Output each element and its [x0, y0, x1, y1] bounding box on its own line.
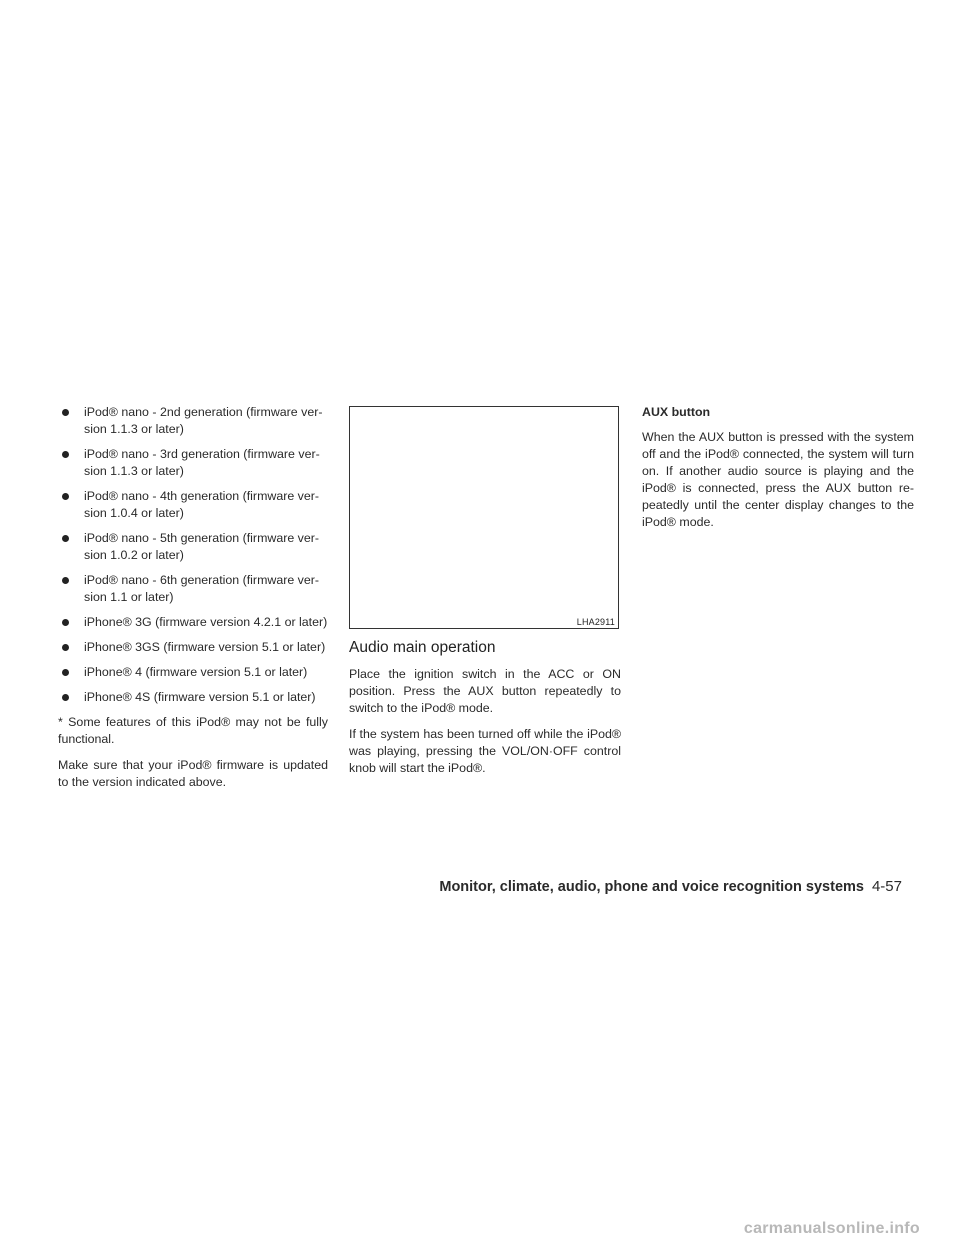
- page-number: 4-57: [871, 878, 902, 895]
- list-item: iPod® nano - 6th generation (firmware ver-sion 1.1 or later): [58, 572, 328, 606]
- bullet-icon: [62, 694, 69, 701]
- compatibility-note: * Some features of this iPod® may not be fully functional.: [58, 715, 328, 746]
- bullet-icon: [62, 669, 69, 676]
- section-title: Monitor, climate, audio, phone and voice recognition systems: [439, 879, 864, 895]
- list-item: iPod® nano - 5th generation (firmware ver-sion 1.0.2 or later): [58, 530, 328, 564]
- bullet-icon: [62, 644, 69, 651]
- bullet-icon: [62, 577, 69, 584]
- firmware-list: [58, 404, 328, 706]
- paragraph: When the AUX button is pressed with the system off and the iPod® connected, the system will turn on. If another audio source is playing and the iPod® is connected, press the AUX button re-peatedly until the center display changes to the iPod® mode.: [642, 430, 914, 529]
- bullet-icon: [62, 451, 69, 458]
- list-item: iPhone® 4S (firmware version 5.1 or later): [58, 689, 328, 706]
- list-item: iPod® nano - 3rd generation (firmware ver-sion 1.1.3 or later): [58, 446, 328, 480]
- subsection-heading: AUX button: [642, 405, 711, 419]
- right-column: [642, 404, 914, 540]
- figure-code: LHA2911: [576, 617, 615, 627]
- left-column: [58, 404, 328, 800]
- firmware-paragraph: Make sure that your iPod® firmware is updated to the version indicated above.: [58, 758, 328, 789]
- bullet-icon: [62, 493, 69, 500]
- bullet-icon: [62, 535, 69, 542]
- paragraph: If the system has been turned off while the iPod® was playing, pressing the VOL/ON·OFF control knob will start the iPod®.: [349, 727, 621, 775]
- list-item: iPhone® 3G (firmware version 4.2.1 or later): [58, 614, 328, 631]
- illustration-figure: [349, 406, 619, 629]
- page-footer: [439, 878, 902, 896]
- watermark: carmanualsonline.info: [743, 1220, 920, 1237]
- bullet-icon: [62, 409, 69, 416]
- list-item: iPod® nano - 4th generation (firmware ver-sion 1.0.4 or later): [58, 488, 328, 522]
- middle-column: [349, 406, 621, 786]
- bullet-icon: [62, 619, 69, 626]
- list-item: iPod® nano - 2nd generation (firmware ver-sion 1.1.3 or later): [58, 404, 328, 438]
- section-heading: Audio main operation: [349, 639, 496, 656]
- list-item: iPhone® 3GS (firmware version 5.1 or later): [58, 639, 328, 656]
- list-item: iPhone® 4 (firmware version 5.1 or later): [58, 664, 328, 681]
- paragraph: Place the ignition switch in the ACC or ON position. Press the AUX button repeatedly to switch to the iPod® mode.: [349, 667, 621, 715]
